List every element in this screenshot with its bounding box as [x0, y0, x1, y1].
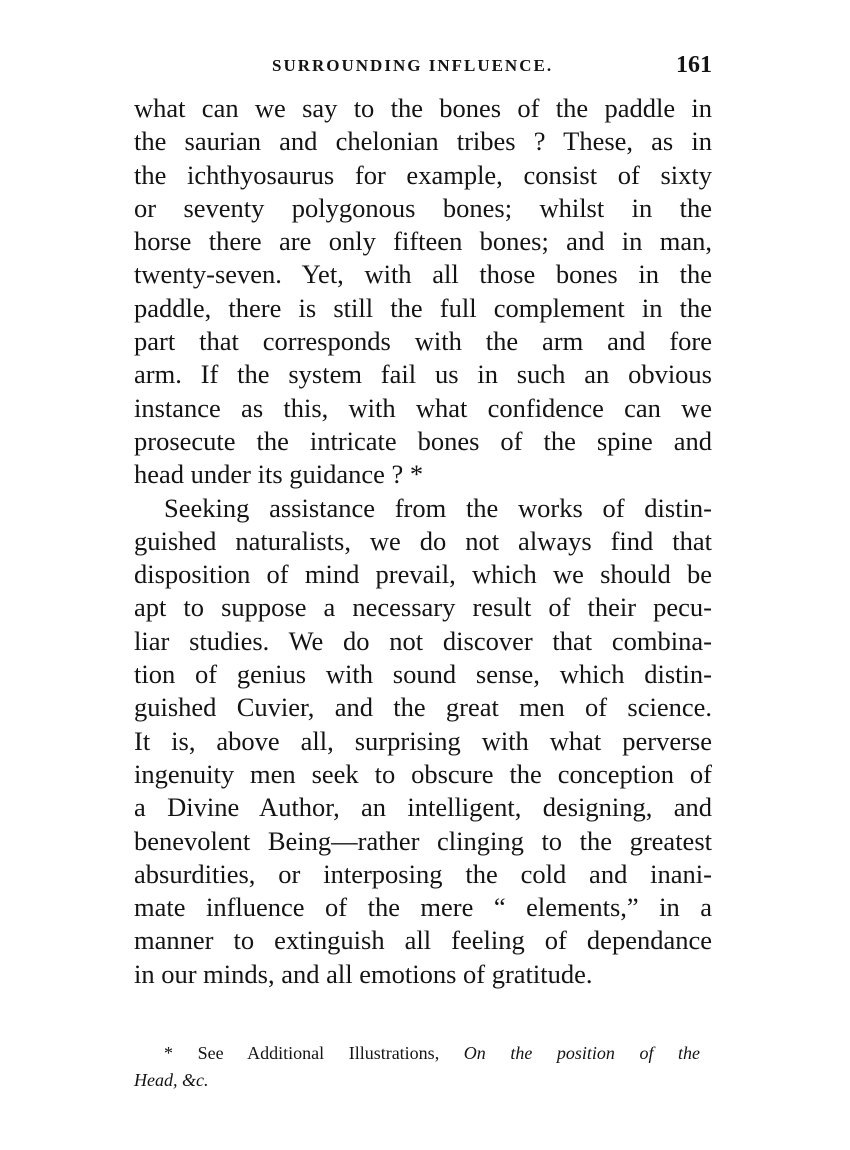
- text-line: paddle, there is still the full complement in the: [134, 292, 712, 323]
- text-line: in our minds, and all emotions of gratitude.: [134, 958, 593, 989]
- text-line: ingenuity men seek to obscure the conception of: [134, 758, 712, 789]
- text-line: apt to suppose a necessary result of their pecu-: [134, 592, 712, 623]
- text-line: or seventy polygonous bones; whilst in the: [134, 192, 712, 223]
- text-line: benevolent Being—rather clinging to the greatest: [134, 825, 712, 856]
- text-line: the ichthyosaurus for example, consist of sixty: [134, 159, 712, 190]
- text-line: a Divine Author, an intelligent, designing, and: [134, 792, 712, 823]
- footnote-line: [134, 1067, 700, 1094]
- text-line: manner to extinguish all feeling of dependance: [134, 925, 712, 956]
- footnote-line: [134, 1040, 700, 1067]
- text-line: mate influence of the mere “ elements,” in a: [134, 892, 712, 923]
- footnote-italic-title: Head,: [134, 1070, 178, 1090]
- text-line: guished Cuvier, and the great men of science.: [134, 692, 712, 723]
- text-line: twenty-seven. Yet, with all those bones in the: [134, 259, 712, 290]
- footnote-text: See Additional Illustrations,: [197, 1043, 440, 1063]
- paragraph-start-line: Seeking assistance from the works of distin-: [164, 492, 712, 523]
- footnote-italic-title: On the position of the: [463, 1043, 701, 1063]
- text-line: prosecute the intricate bones of the spine and: [134, 425, 712, 456]
- text-line: part that corresponds with the arm and fore: [134, 326, 712, 357]
- footnote-marker: *: [164, 1043, 173, 1063]
- text-line: liar studies. We do not discover that combina-: [134, 625, 712, 656]
- text-line: head under its guidance ? *: [134, 459, 424, 490]
- running-title: SURROUNDING INFLUENCE.: [272, 56, 554, 75]
- text-line: instance as this, with what confidence can we: [134, 392, 712, 423]
- page-number: 161: [676, 52, 712, 78]
- text-line: the saurian and chelonian tribes ? These, as in: [134, 126, 712, 157]
- text-line: guished naturalists, we do not always find that: [134, 525, 712, 556]
- text-line: tion of genius with sound sense, which distin-: [134, 659, 712, 690]
- text-line: what can we say to the bones of the paddle in: [134, 93, 712, 123]
- text-line: arm. If the system fail us in such an obvious: [134, 359, 712, 390]
- text-line: horse there are only fifteen bones; and in man,: [134, 226, 712, 257]
- body-text: [134, 92, 712, 991]
- text-line: disposition of mind prevail, which we should be: [134, 559, 712, 590]
- footnote-etc: &c.: [182, 1070, 209, 1090]
- running-header: [272, 52, 712, 82]
- text-line: It is, above all, surprising with what perverse: [134, 725, 712, 756]
- text-line: absurdities, or interposing the cold and inani-: [134, 858, 712, 889]
- footnote: [134, 1040, 700, 1094]
